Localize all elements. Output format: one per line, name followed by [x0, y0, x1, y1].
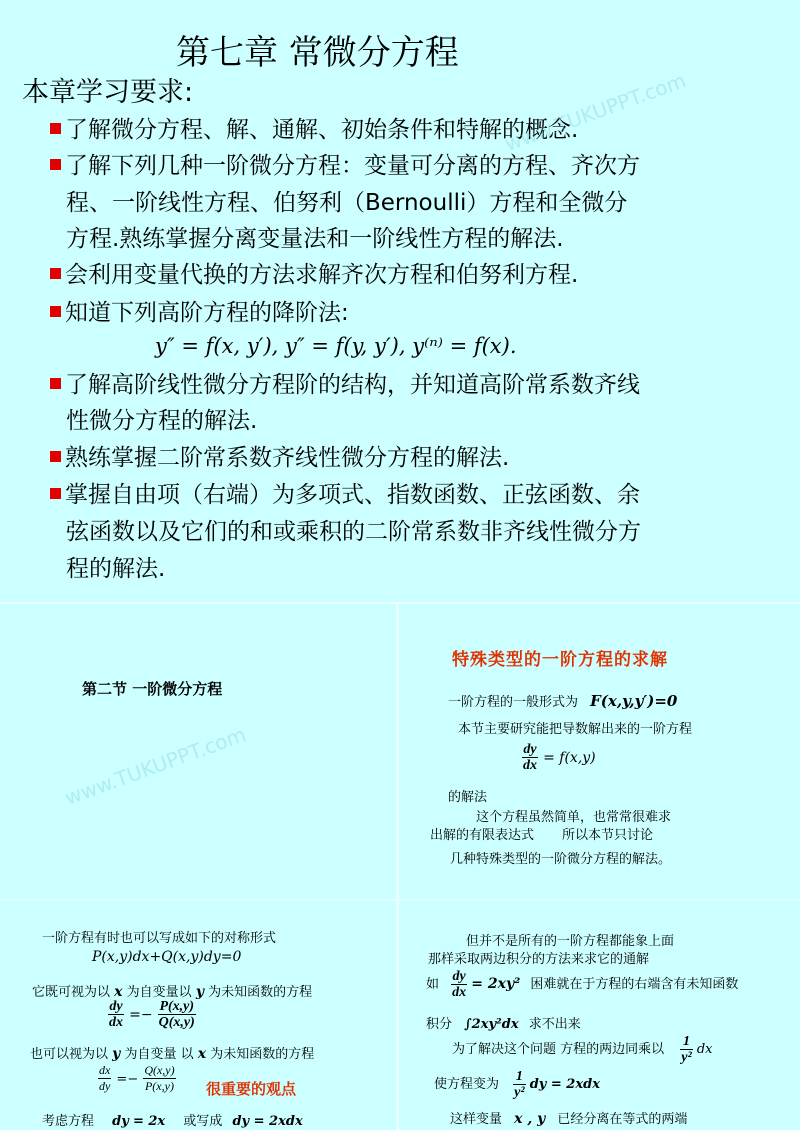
text-line: 为了解决这个问题 方程的两边同乘以 $\frac{1}{\text{y²}}$ dx: [452, 1034, 713, 1065]
derivative-fraction: $\frac{dy}{dx}$: [109, 999, 123, 1030]
section-title: 第二节 一阶微分方程: [82, 680, 223, 698]
requirement-item: 了解下列几种一阶微分方程：变量可分离的方程、齐次方: [50, 149, 640, 183]
text-line: 但并不是所有的一阶方程都能象上面: [466, 934, 675, 949]
text-line: [430, 824, 653, 843]
requirement-item-cont: 弦函数以及它们的和或乘积的二阶常系数非齐线性微分方: [66, 519, 641, 545]
requirement-item: 了解微分方程、解、通解、初始条件和特解的概念.: [50, 113, 578, 147]
derivative-fraction: $\frac{dx}{dy}$: [99, 1063, 111, 1093]
bullet-icon: [50, 159, 61, 170]
bullet-icon: [50, 123, 61, 134]
text-line: 积分 ∫2xy²dx 求不出来: [426, 1017, 581, 1032]
text-line: 它既可视为以 x 为自变量以 y 为未知函数的方程: [32, 984, 313, 1000]
requirement-item-cont: 性微分方程的解法.: [66, 408, 258, 434]
equation-rhs: = f(x,y): [543, 750, 596, 766]
reciprocal-fraction: $\frac{1}{\text{y²}}$: [681, 1034, 692, 1065]
bullet-icon: [50, 451, 61, 462]
bullet-icon: [50, 306, 61, 317]
text-line: 这个方程虽然简单，也常常很难求: [476, 810, 672, 825]
text-line: 一阶方程有时也可以写成如下的对称形式: [42, 931, 277, 946]
derivative-fraction: $\frac{dy}{dx}$: [452, 969, 467, 1000]
text-line: 考虑方程 dy = 2x 或写成 dy = 2xdx: [42, 1114, 303, 1129]
watermark: www.TUKUPPT.com: [61, 722, 250, 810]
general-form-label: 一阶方程的一般形式为: [448, 695, 579, 710]
text-line: 也可以视为以 y 为自变量 以 x 为未知函数的方程: [30, 1046, 315, 1062]
general-form-equation: F(x,y,y′)=0: [590, 692, 678, 710]
slide-symmetric-form: [0, 903, 396, 1130]
text-segment: 所以本节只讨论: [562, 828, 654, 843]
ratio-fraction: $\frac{P(x,y)}{Q(x,y)}$: [158, 999, 195, 1030]
equation-dy-dx: $\frac{dy}{dx}$ =− $\frac{P(x,y)}{Q(x,y)}$: [109, 999, 195, 1030]
text-line: 本节主要研究能把导数解出来的一阶方程: [458, 722, 693, 737]
text-line: 那样采取两边积分的方法来求它的通解: [428, 952, 650, 967]
requirement-item-cont: 程的解法.: [66, 556, 166, 582]
ratio-fraction: $\frac{Q(x,y)}{P(x,y)}$: [144, 1063, 175, 1093]
equation-dx-dy: $\frac{dx}{dy}$ =− $\frac{Q(x,y)}{P(x,y)}$: [99, 1063, 175, 1093]
text-line: [448, 691, 677, 710]
requirement-item: 掌握自由项（右端）为多项式、指数函数、正弦函数、余: [50, 478, 640, 512]
bullet-icon: [50, 378, 61, 389]
text-line: 几种特殊类型的一阶微分方程的解法。: [450, 852, 672, 867]
bullet-icon: [50, 268, 61, 279]
symmetric-equation: P(x,y)dx+Q(x,y)dy=0: [92, 949, 242, 965]
slide-section-two: [0, 604, 396, 899]
requirement-item: 熟练掌握二阶常系数齐线性微分方程的解法.: [50, 441, 509, 475]
explicit-equation: [522, 742, 596, 773]
bullet-icon: [50, 488, 61, 499]
requirement-item: 会利用变量代换的方法求解齐次方程和伯努利方程.: [50, 258, 578, 292]
chapter-title: 第七章 常微分方程: [176, 33, 459, 73]
slide-title: 特殊类型的一阶方程的求解: [452, 650, 668, 670]
reciprocal-fraction: $\frac{1}{\text{y²}}$: [514, 1069, 525, 1100]
derivative-fraction: $\frac{dy}{dx}$: [523, 742, 537, 773]
requirement-item: 知道下列高阶方程的降阶法:: [50, 296, 349, 330]
text-line: 这样变量 x , y 已经分离在等式的两端: [450, 1111, 688, 1127]
text-segment: 出解的有限表达式: [430, 828, 535, 843]
requirements-heading: 本章学习要求:: [22, 77, 194, 108]
watermark: www.TUKUPPT.com: [501, 68, 690, 156]
requirement-item: 了解高阶线性微分方程阶的结构，并知道高阶常系数齐线: [50, 368, 640, 402]
slide-special-types: [400, 604, 800, 899]
requirement-item-cont: 方程.熟练掌握分离变量法和一阶线性方程的解法.: [66, 226, 564, 252]
important-note: 很重要的观点: [206, 1080, 297, 1098]
slide-separable-example: [400, 903, 800, 1130]
text-line: 使方程变为 $\frac{1}{\text{y²}}$ dy = 2xdx: [434, 1069, 600, 1100]
requirement-item-cont: 程、一阶线性方程、伯努利（Bernoulli）方程和全微分: [66, 190, 628, 216]
text-line: 的解法: [448, 790, 488, 805]
reduction-formulas: y″ = f(x, y′), y″ = f(y, y′), y⁽ⁿ⁾ = f(x).: [155, 334, 517, 358]
text-line: 如 $\frac{dy}{dx}$ = 2xy² 困难就在于方程的右端含有未知函数: [426, 969, 739, 1000]
